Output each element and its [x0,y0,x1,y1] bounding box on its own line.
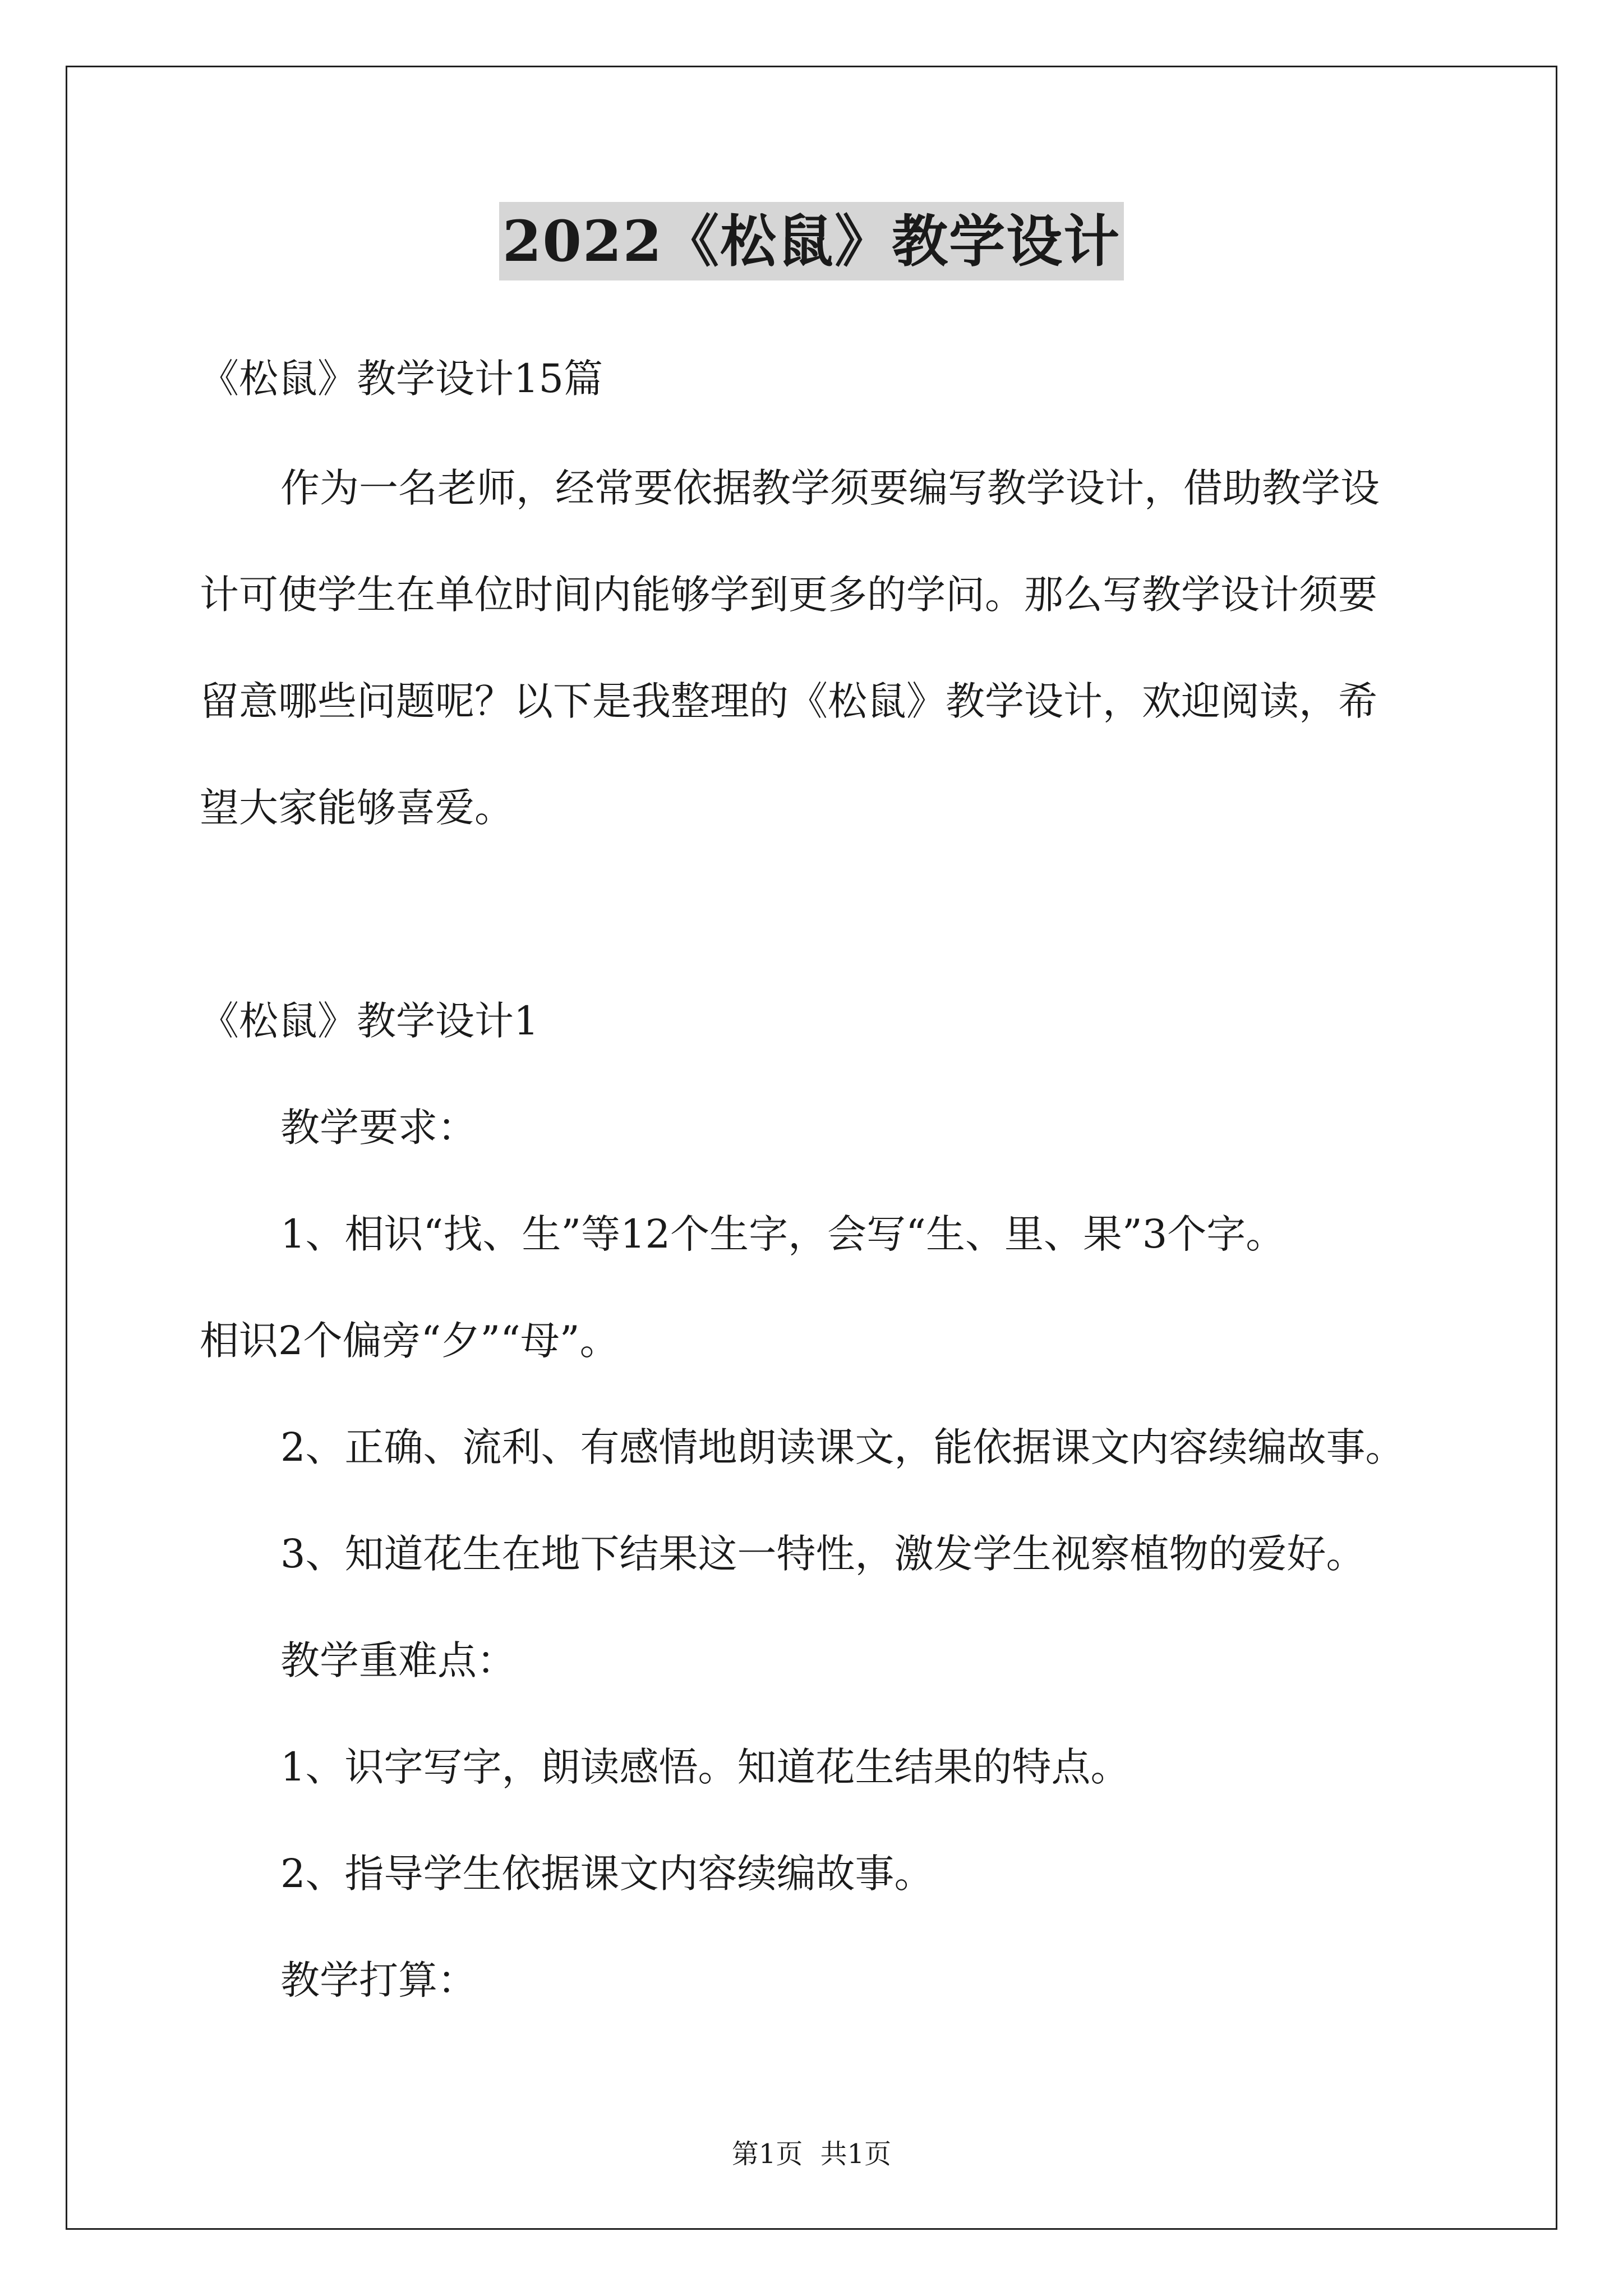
section-title: 《松鼠》教学设计1 [200,998,539,1044]
key-point-1: 1、识字写字，朗读感悟。知道花生结果的特点。 [280,1744,1130,1790]
page-footer [0,2137,1623,2171]
title-wrap [0,202,1623,280]
intro-line-2: 计可使学生在单位时间内能够学到更多的学问。那么写教学设计须要 [200,572,1377,618]
requirement-1-line-2: 相识2个偏旁“夕”“母”。 [200,1318,619,1364]
document-subtitle: 《松鼠》教学设计15篇 [200,356,603,402]
intro-line-1: 作为一名老师，经常要依据教学须要编写教学设计，借助教学设 [280,465,1380,511]
page-number-current: 第1页 [731,2138,803,2170]
requirements-heading: 教学要求： [280,1105,477,1151]
requirement-2: 2、正确、流利、有感情地朗读课文，能依据课文内容续编故事。 [280,1424,1405,1470]
key-point-2: 2、指导学生依据课文内容续编故事。 [280,1851,934,1897]
requirement-3: 3、知道花生在地下结果这一特性，激发学生视察植物的爱好。 [280,1531,1366,1577]
key-points-heading: 教学重难点： [280,1637,516,1683]
document-title: 2022《松鼠》教学设计 [499,202,1124,280]
requirement-1-line-1: 1、相识“找、生”等12个生字，会写“生、里、果”3个字。 [280,1211,1285,1257]
preparation-heading: 教学打算： [280,1957,477,2003]
page-number-total: 共1页 [820,2138,892,2170]
intro-line-3: 留意哪些问题呢？以下是我整理的《松鼠》教学设计，欢迎阅读，希 [200,678,1377,724]
intro-line-4: 望大家能够喜爱。 [200,785,514,831]
